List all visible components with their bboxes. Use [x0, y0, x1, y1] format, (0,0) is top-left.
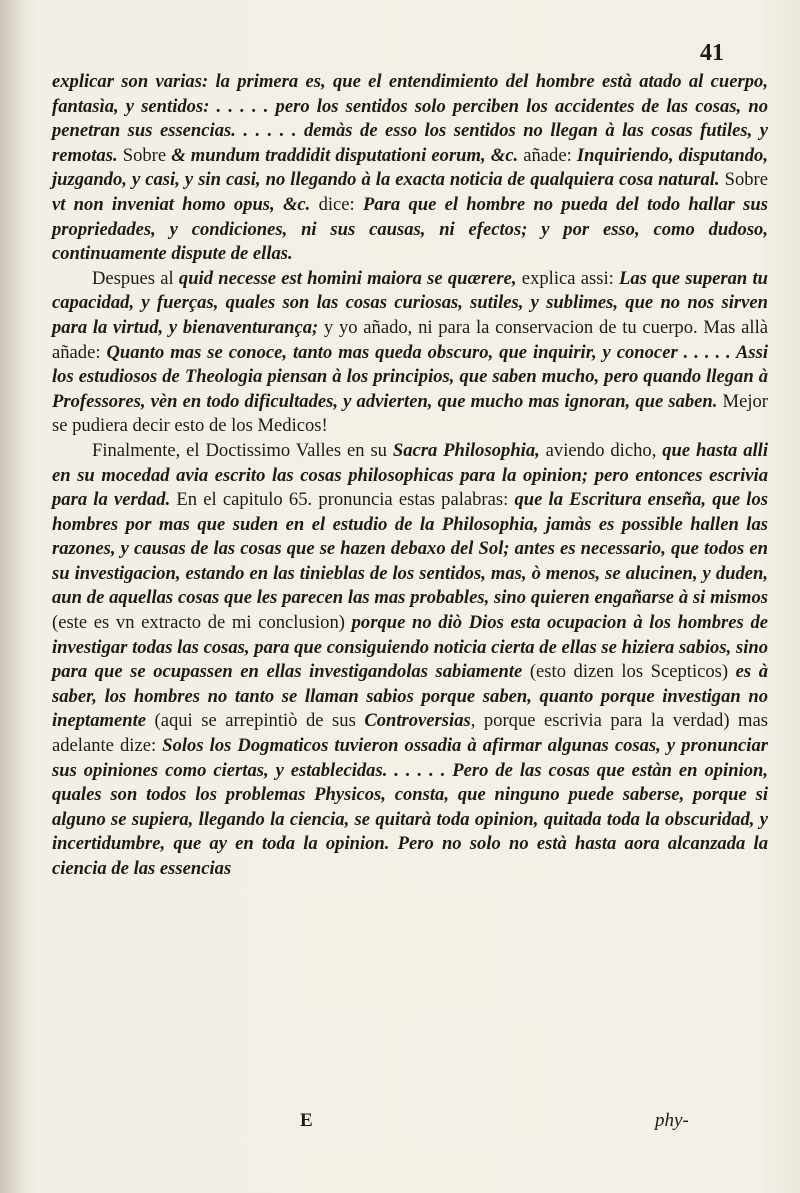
italic-run: Controversias [364, 710, 471, 732]
roman-run: aviendo dicho, [539, 439, 663, 461]
paragraph [52, 70, 768, 267]
roman-run: Sobre [719, 169, 768, 191]
signature-mark: E [300, 1110, 313, 1131]
italic-run: que la Escritura enseña, que los hombres por mas que suden en el estudio de la Philosophia, jamàs es possible hallen las razones, y causas de las cosas que se hazen debaxo del Sol; antes es necessario, que todos en su investigacion, estando en las tinieblas de los sentidos, mas, ò menos, se alucinen, y duden, aun de aquellas cosas que les parecen las mas probables, sino quieren engañarse à si mismos [52, 489, 768, 609]
italic-run: Inquiriendo, disputando, juzgando, y casi, y sin casi, no llegando à la exacta noticia de qualquiera cosa natural. [52, 144, 768, 191]
roman-run: Finalmente, el Doctissimo Valles en su [92, 439, 393, 461]
roman-run: explica assi: [516, 267, 620, 289]
roman-run: Mejor se pudiera decir esto de los Medicos! [52, 390, 768, 437]
italic-run: Las que superan tu capacidad, y fuerças, quales son las cosas curiosas, sutiles, y sublimes, que no nos sirven para la virtud, y bienaventurança; [52, 267, 769, 338]
italic-run: Solos los Dogmaticos tuvieron ossadia à afirmar algunas cosas, y pronunciar sus opiniones como ciertas, y establecidas. . . . . . Pero de las cosas que estàn en opinion, quales son todos los problemas Physicos, consta, que ninguno puede saberse, porque si alguno se supiera, llegando la ciencia, se quitarà toda opinion, quitada toda la obscuridad, y incertidumbre, que ay en toda la opinion. Pero no solo no està hasta aora alcanzada la ciencia de las essencias [52, 735, 768, 879]
roman-run: En el capitulo 65. pronuncia estas palabras: [170, 489, 515, 511]
italic-run: vt non inveniat homo opus, &c. [52, 193, 311, 215]
body-text [52, 70, 768, 882]
italic-run: Para que el hombre no pueda del todo hallar sus propriedades, y condiciones, ni sus causas, ni efectos; y por esso, como dudoso, continuamente dispute de ellas. [52, 193, 768, 265]
roman-run: (esto dizen los Scepticos) [522, 661, 736, 683]
italic-run: quid necesse est homini maiora se quærere, [178, 267, 517, 289]
italic-run: porque no diò Dios esta ocupacion à los hombres de investigar todas las cosas, para que consiguiendo noticia cierta de ellas se hiziera sabios, sino para que se ocupassen en ellas investigandolas sabiamente [52, 612, 768, 683]
italic-run: que hasta alli en su mocedad avia escrito las cosas philosophicas para la opinion; pero entonces escrivia para la verdad. [52, 439, 769, 511]
italic-run: Quanto mas se conoce, tanto mas queda obscuro, que inquirir, y conocer . . . . . Assi los estudiosos de Theologia piensan à los principios, que saben mucho, pero quando llegan à Professores, vèn en todo dificultades, y advierten, que mucho mas ignoran, que saben. [52, 341, 768, 412]
roman-run: y yo añado, ni para la conservacion de tu cuerpo. Mas allà añade: [52, 316, 768, 363]
roman-run: Sobre [117, 144, 172, 166]
roman-run: (este es vn extracto de mi conclusion) [52, 612, 352, 634]
italic-run: & mundum traddidit disputationi eorum, &c. [171, 144, 519, 166]
binding-gutter [0, 0, 26, 1193]
italic-run: es à saber, los hombres no tanto se llaman sabios porque saben, quanto porque investigan no ineptamente [52, 661, 769, 732]
page-number: 41 [700, 40, 724, 66]
paragraph [52, 267, 768, 439]
roman-run: añade: [518, 144, 577, 166]
roman-run: (aqui se arrepintiò de sus [146, 710, 365, 732]
italic-run: explicar son varias: la primera es, que el entendimiento del hombre està atado al cuerpo, fantasìa, y sentidos: . . . . . pero los sentidos solo perciben los accidentes de las cosas, no penetran sus essencias. . . . . . demàs de esso los sentidos no llegan à las cosas futiles, y remotas. [52, 71, 768, 166]
roman-run: dice: [310, 193, 363, 215]
roman-run: , porque escrivia para la verdad) mas adelante dize: [52, 710, 768, 757]
roman-run: Despues al [92, 267, 179, 289]
italic-run: Sacra Philosophia, [392, 439, 540, 461]
paragraph [52, 439, 768, 882]
catchword: phy- [655, 1110, 689, 1131]
